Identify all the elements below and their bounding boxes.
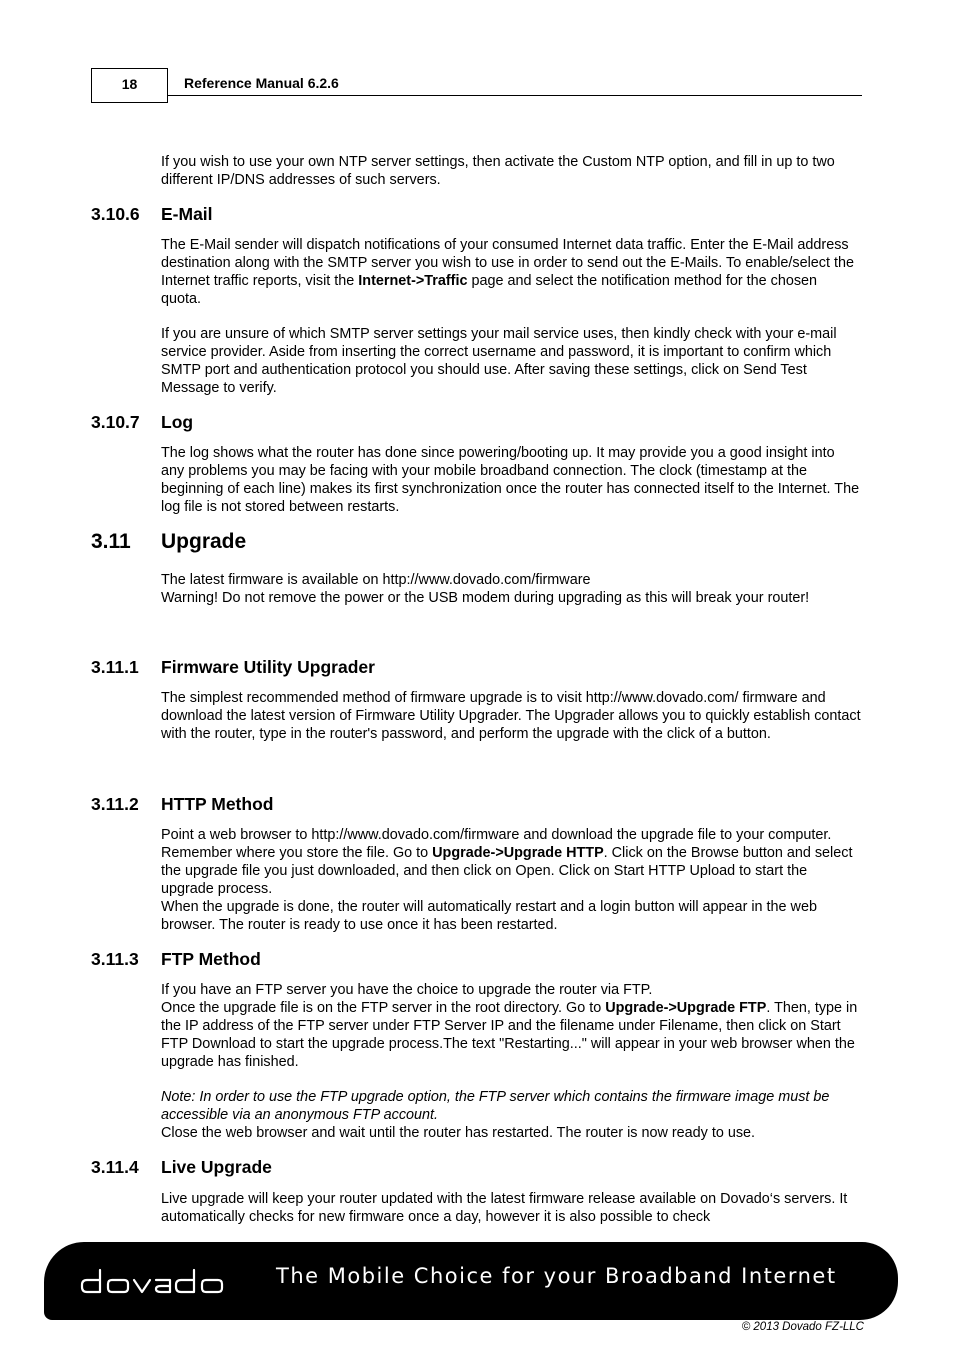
section-heading-ftp xyxy=(91,949,261,970)
live-upgrade-paragraph: Live upgrade will keep your router updated with the latest firmware release available on Dovado‘s servers. It automatically checks for new firmware once a day, however it is also possible to check xyxy=(161,1191,848,1225)
text: . Then, type in the IP address of the FTP server under FTP Server IP and the filename under Filename, then click on Start FTP Download to start the upgrade process.The text "Restarting..." will appear in your web browser when the upgrade has finished. xyxy=(161,1000,858,1070)
section-title: Live Upgrade xyxy=(161,1157,272,1177)
firmware-utility-paragraph: The simplest recommended method of firmware upgrade is to visit http://www.dovado.com/ firmware and download the latest version of Firmware Utility Upgrader. The Upgrader allows you to quickly establish contact with the router, type in the router's password, and perform the upgrade with the click of a button. xyxy=(161,690,861,742)
section-title: HTTP Method xyxy=(161,794,274,814)
http-paragraph-2: When the upgrade is done, the router will automatically restart and a login button will appear in the web browser. The router is ready to use once it has been restarted. xyxy=(161,899,817,933)
section-title: FTP Method xyxy=(161,949,261,969)
page-number: 18 xyxy=(91,68,168,103)
ftp-paragraph-2 xyxy=(161,999,861,1071)
text: Point a web browser to http://www.dovado.com/firmware and download the upgrade file to your computer. Remember where you store the file. Go to xyxy=(161,827,832,861)
section-title: Upgrade xyxy=(161,530,247,553)
section-heading-email xyxy=(91,204,213,225)
ftp-line-1: If you have an FTP server you have the choice to upgrade the router via FTP. xyxy=(161,982,653,998)
upgrade-firmware-line: The latest firmware is available on http://www.dovado.com/firmware xyxy=(161,572,591,588)
log-paragraph: The log shows what the router has done since powering/booting up. It may provide you a good insight into any problems you may be facing with your mobile broadband connection. The clock (timestamp at the beginning of each line) makes its first synchronization once the router has connected itself to the Internet. The log file is not stored between restarts. xyxy=(161,445,860,515)
http-paragraph-1 xyxy=(161,826,861,898)
text: The E-Mail sender will dispatch notifications of your consumed Internet data traffic. Enter the E-Mail address destination along with the SMTP server you wish to use in order to send out the E-Mails. To enable/select the Internet traffic reports, visit the xyxy=(161,237,854,289)
menu-path: Upgrade->Upgrade HTTP xyxy=(432,845,604,861)
footer-tagline: The Mobile Choice for your Broadband Internet xyxy=(276,1264,837,1288)
menu-path: Internet->Traffic xyxy=(358,273,468,289)
section-heading-firmware-utility xyxy=(91,657,375,678)
text: Once the upgrade file is on the FTP server in the root directory. Go to xyxy=(161,1000,606,1016)
section-number: 3.10.7 xyxy=(91,412,140,432)
copyright: © 2013 Dovado FZ-LLC xyxy=(741,1321,864,1333)
section-heading-log xyxy=(91,412,193,433)
email-paragraph-1 xyxy=(161,236,861,308)
section-heading-live-upgrade xyxy=(91,1157,272,1178)
dovado-logo xyxy=(78,1256,238,1304)
footer-banner xyxy=(44,1242,898,1320)
section-number: 3.11.3 xyxy=(91,949,139,969)
section-heading-upgrade xyxy=(91,530,246,554)
section-number: 3.11.2 xyxy=(91,794,139,814)
section-heading-http xyxy=(91,794,273,815)
header-title: Reference Manual 6.2.6 xyxy=(184,75,339,91)
section-number: 3.11.1 xyxy=(91,657,139,677)
section-title: Log xyxy=(161,412,194,432)
ntp-paragraph: If you wish to use your own NTP server settings, then activate the Custom NTP option, and fill in up to two different IP/DNS addresses of such servers. xyxy=(161,154,835,188)
upgrade-warning: Warning! Do not remove the power or the USB modem during upgrading as this will break your router! xyxy=(161,590,810,606)
section-number: 3.11.4 xyxy=(91,1157,139,1177)
text: . Click on the Browse button and select the upgrade file you just downloaded, and then click on Open. Click on Start HTTP Upload to start the upgrade process. xyxy=(161,845,853,897)
section-title: E-Mail xyxy=(161,204,213,224)
email-paragraph-2: If you are unsure of which SMTP server settings your mail service uses, then kindly check with your e-mail service provider. Aside from inserting the correct username and password, it is important to confirm which SMTP port and authentication protocol you should use. After saving these settings, click on Send Test Message to verify. xyxy=(161,326,837,396)
section-title: Firmware Utility Upgrader xyxy=(161,657,375,677)
header-rule xyxy=(168,95,862,96)
ftp-close-line: Close the web browser and wait until the router has restarted. The router is now ready to use. xyxy=(161,1125,756,1141)
text: page and select the notification method for the chosen quota. xyxy=(161,273,818,307)
section-number: 3.10.6 xyxy=(91,204,140,224)
menu-path: Upgrade->Upgrade FTP xyxy=(605,1000,767,1016)
section-number: 3.11 xyxy=(91,530,131,553)
ftp-note: Note: In order to use the FTP upgrade option, the FTP server which contains the firmware image must be accessible via an anonymous FTP account. xyxy=(161,1089,830,1123)
